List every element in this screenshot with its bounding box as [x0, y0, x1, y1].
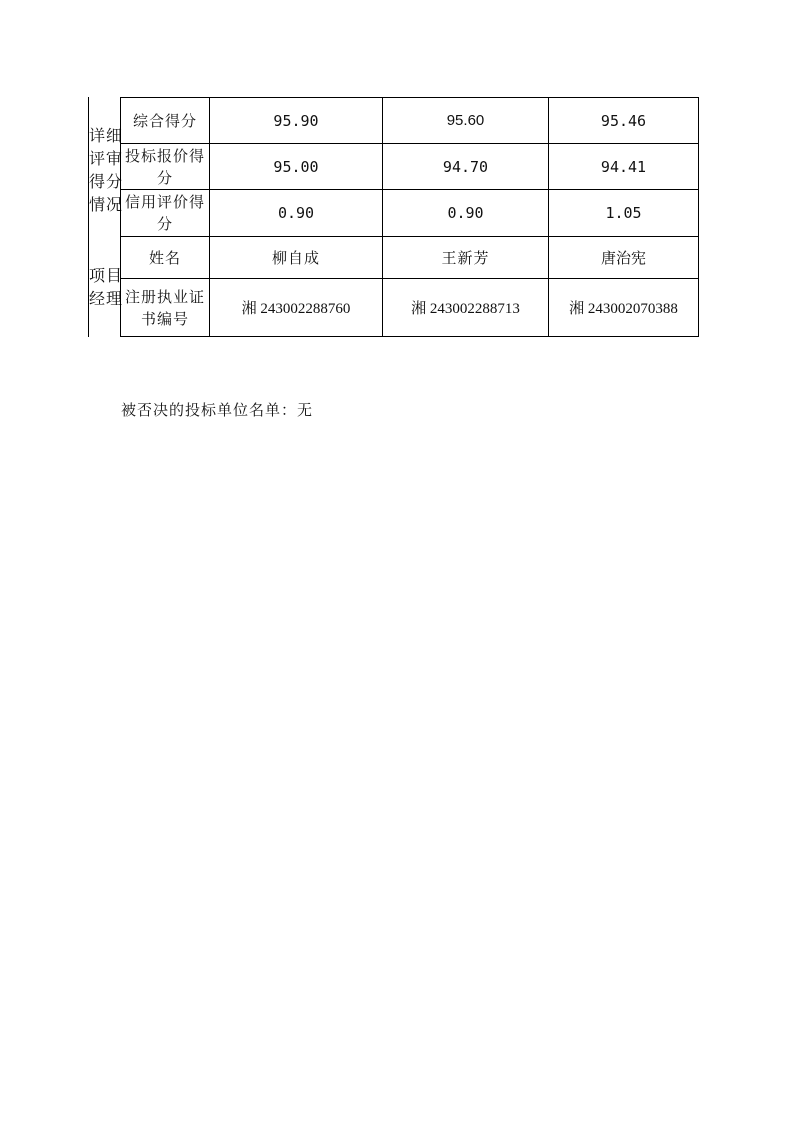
table-row-composite-score	[121, 98, 699, 144]
cell-bid-price-3: 94.41	[549, 144, 699, 190]
cell-name-3: 唐治宪	[549, 237, 699, 279]
bid-evaluation-table	[120, 97, 699, 337]
cell-certificate-1: 湘 243002288760	[210, 279, 383, 337]
rejected-bidders-note: 被否决的投标单位名单：无	[121, 401, 314, 419]
table-row-certificate-number	[121, 279, 699, 337]
cell-name-2: 王新芳	[383, 237, 549, 279]
row-label-bid-price-score: 投标报价得分	[121, 144, 210, 190]
cell-certificate-2: 湘 243002288713	[383, 279, 549, 337]
cell-credit-1: 0.90	[210, 190, 383, 237]
table-row-credit-score	[121, 190, 699, 237]
row-label-composite-score: 综合得分	[121, 98, 210, 144]
row-label-certificate-number: 注册执业证书编号	[121, 279, 210, 337]
cell-composite-3: 95.46	[549, 98, 699, 144]
cell-bid-price-2: 94.70	[383, 144, 549, 190]
cell-credit-2: 0.90	[383, 190, 549, 237]
cell-certificate-3: 湘 243002070388	[549, 279, 699, 337]
group-label-project-manager: 项目经理	[89, 266, 124, 308]
table-row-bid-price-score	[121, 144, 699, 190]
cell-bid-price-1: 95.00	[210, 144, 383, 190]
row-label-name: 姓名	[121, 237, 210, 279]
cell-composite-2: 95.60	[383, 98, 549, 144]
row-label-credit-score: 信用评价得分	[121, 190, 210, 237]
cell-name-1: 柳自成	[210, 237, 383, 279]
group-label-scoring: 详细评审得分情况	[89, 126, 124, 214]
cell-credit-3: 1.05	[549, 190, 699, 237]
cell-composite-1: 95.90	[210, 98, 383, 144]
table-row-manager-name	[121, 237, 699, 279]
